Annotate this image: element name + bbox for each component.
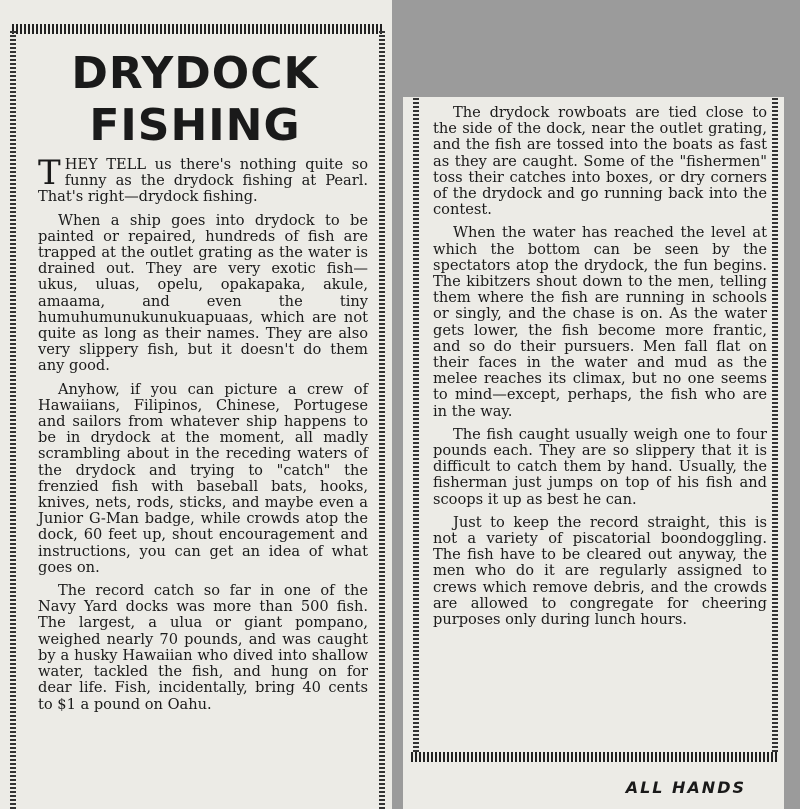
paragraph-2: When a ship goes into drydock to be painted or repaired, hundreds of fish are trapped at the outlet grating as the water is drained out. They are very exotic fish—ukus, uluas, opelu, opakapaka, akule, amaama, and even the tiny humuhumunukunukuapuaas, which are not quite as long as their names. They are also very slippery fish, but it doesn't do them any good.: [38, 211, 368, 375]
right-border: [379, 30, 385, 809]
top-rule: [12, 24, 384, 34]
paragraph-8: Just to keep the record straight, this is not a variety of piscatorial boondoggling. The fish have to be cleared out anyway, the men who do it are regularly assigned to crews which remove debris, and the crowds are allowed to congregate for cheering purposes only during lunch hours.: [433, 513, 767, 629]
bottom-rule: [411, 752, 779, 762]
publication-name: ALL HANDS: [625, 778, 746, 797]
paragraph-6: When the water has reached the level at which the bottom can be seen by the spectators atop the drydock, the fun begins. The kibitzers shout down to the men, telling them where the fish are running in schools or singly, and the chase is on. As the water gets lower, the fish become more frantic, and so do their pursuers. Men fall flat on their faces in the water and mud as the melee reaches its climax, but no one seems to mind—except, perhaps, the fish who are in the way.: [433, 224, 767, 420]
paragraph-4: The record catch so far in one of the Navy Yard docks was more than 500 fish. The largest, a ulua or giant pompano, weighed nearly 70 pounds, and was caught by a husky Hawaiian who dived into shallow water, tackled the fish, and hung on for dear life. Fish, incidentally, bring 40 cents to $1 a pound on Oahu.: [38, 582, 368, 713]
title-line-2: FISHING: [89, 100, 301, 151]
article-title: [30, 48, 360, 152]
right-col-right-border: [772, 97, 778, 752]
right-column-text: [433, 105, 767, 635]
left-column: [0, 0, 392, 809]
left-column-text: [38, 153, 368, 720]
paragraph-3: Anyhow, if you can picture a crew of Hawaiians, Filipinos, Chinese, Portugese and sailors from whatever ship happens to be in drydock at the moment, all madly scrambling about in the receding waters of the drydock and trying to "catch" the frenzied fish with baseball bats, hooks, knives, nets, rods, sticks, and maybe even a Junior G-Man badge, while crowds atop the dock, 60 feet up, shout encouragement and instructions, you can get an idea of what goes on.: [38, 380, 368, 576]
right-column: [403, 97, 784, 809]
paragraph-1: THEY TELL us there's nothing quite so funny as the drydock fishing at Pearl. That's right—drydock fishing.: [38, 153, 368, 206]
right-col-left-border: [413, 97, 419, 752]
title-line-1: DRYDOCK: [71, 48, 319, 99]
paragraph-5: The drydock rowboats are tied close to the side of the dock, near the outlet grating, and the fish are tossed into the boats as fast as they are caught. Some of the "fishermen" toss their catches into boxes, or dry corners of the drydock and go running back into the contest.: [433, 104, 767, 219]
paragraph-7: The fish caught usually weigh one to four pounds each. They are so slippery that it is difficult to catch them by hand. Usually, the fisherman just jumps on top of his fish and scoops it up as best he can.: [433, 425, 767, 508]
left-border: [10, 30, 16, 809]
drop-cap: T: [38, 153, 61, 193]
